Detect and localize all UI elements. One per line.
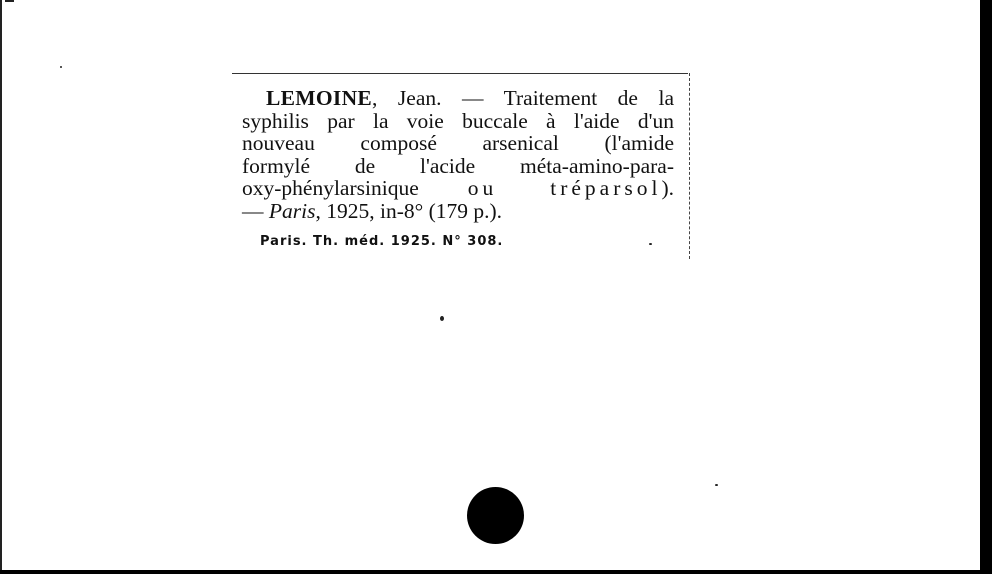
author-name: LEMOINE (266, 86, 373, 110)
thesis-reference: Paris. Th. méd. 1925. N° 308. (260, 234, 504, 249)
citation-line-1 (242, 87, 674, 110)
bibliographic-citation (242, 87, 674, 222)
scan-bottom-edge (0, 570, 992, 574)
punch-hole (467, 487, 524, 544)
scan-speck (715, 484, 718, 486)
scan-speck (440, 316, 444, 321)
publication-details: , 1925, in-8° (179 p.). (315, 198, 503, 223)
citation-line-5-spaced: ou tréparsol (467, 176, 662, 200)
citation-line-4: formylé de l'acide méta-amino-para- (242, 153, 674, 178)
publication-place: Paris (268, 198, 316, 223)
citation-dash: — (242, 198, 269, 223)
citation-line-6 (242, 200, 674, 223)
citation-line-5-text: oxy-phénylarsinique (242, 176, 468, 200)
clipping-top-border (232, 73, 688, 74)
scan-speck (649, 243, 652, 245)
scan-right-edge (980, 0, 992, 574)
citation-line-3: nouveau composé arsenical (l'amide (242, 131, 674, 155)
author-title-text: , Jean. — Traitement de la (372, 86, 674, 110)
scan-speck (60, 66, 62, 68)
clipping-right-border (689, 73, 690, 259)
scan-left-edge (0, 0, 5, 574)
citation-line-5-end: ). (661, 176, 674, 200)
catalog-clipping (232, 73, 690, 259)
citation-line-5 (242, 177, 674, 200)
citation-line-2: syphilis par la voie buccale à l'aide d'un (242, 108, 674, 133)
